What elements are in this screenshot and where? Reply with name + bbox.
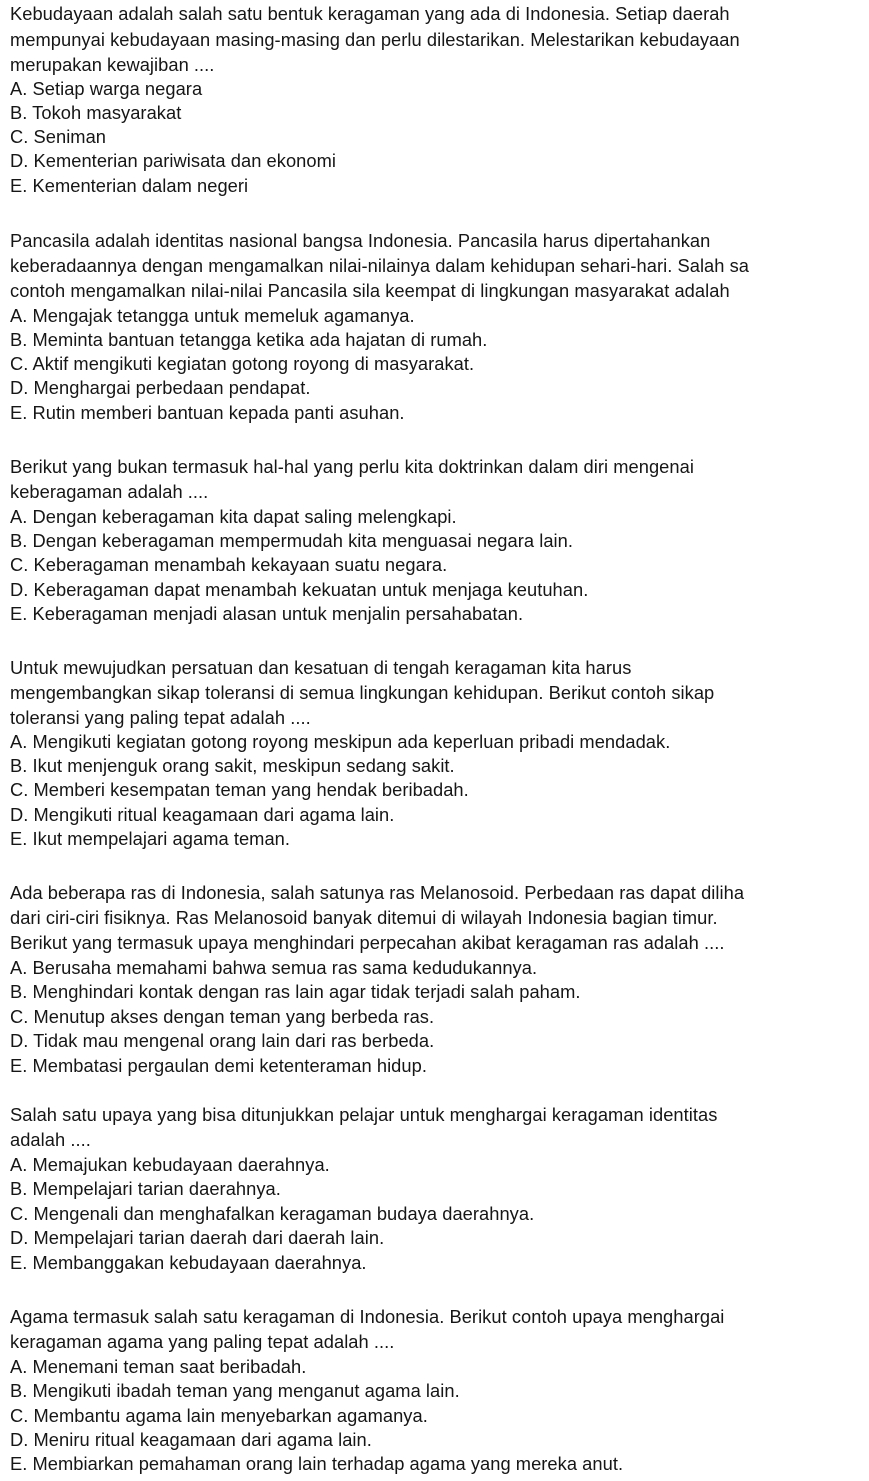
question-4-option-c: C. Memberi kesempatan teman yang hendak beribadah. <box>10 779 469 800</box>
question-2-option-e: E. Rutin memberi bantuan kepada panti asuhan. <box>10 402 405 423</box>
question-6-option-b: B. Mempelajari tarian daerahnya. <box>10 1178 281 1199</box>
question-1-stem-line-3: merupakan kewajiban .... <box>10 54 215 75</box>
question-6-stem-line-2: adalah .... <box>10 1129 91 1150</box>
question-3-option-c: C. Keberagaman menambah kekayaan suatu negara. <box>10 554 448 575</box>
question-2-stem-line-2: keberadaannya dengan mengamalkan nilai-nilainya dalam kehidupan sehari-hari. Salah sa <box>10 255 750 276</box>
question-1-option-c: C. Seniman <box>10 126 107 147</box>
question-4-option-b: B. Ikut menjenguk orang sakit, meskipun sedang sakit. <box>10 755 455 776</box>
question-1-option-d: D. Kementerian pariwisata dan ekonomi <box>10 150 337 171</box>
question-3-stem-line-2: keberagaman adalah .... <box>10 481 209 502</box>
question-3-option-d: D. Keberagaman dapat menambah kekuatan untuk menjaga keutuhan. <box>10 579 589 600</box>
question-3-option-b: B. Dengan keberagaman mempermudah kita menguasai negara lain. <box>10 530 573 551</box>
question-7-stem-line-1: Agama termasuk salah satu keragaman di Indonesia. Berikut contoh upaya menghargai <box>10 1306 725 1327</box>
question-5-stem-line-2: dari ciri-ciri fisiknya. Ras Melanosoid banyak ditemui di wilayah Indonesia bagian timur. <box>10 907 718 928</box>
question-7-stem-line-2: keragaman agama yang paling tepat adalah .... <box>10 1331 395 1352</box>
question-6-option-a: A. Memajukan kebudayaan daerahnya. <box>10 1154 330 1175</box>
question-6-option-d: D. Mempelajari tarian daerah dari daerah lain. <box>10 1227 385 1248</box>
question-5-option-e: E. Membatasi pergaulan demi ketenteraman hidup. <box>10 1055 427 1076</box>
question-6-stem-line-1: Salah satu upaya yang bisa ditunjukkan pelajar untuk menghargai keragaman identitas <box>10 1104 718 1125</box>
question-7-option-a: A. Menemani teman saat beribadah. <box>10 1356 307 1377</box>
question-2-option-b: B. Meminta bantuan tetangga ketika ada hajatan di rumah. <box>10 329 488 350</box>
question-5-stem-line-3: Berikut yang termasuk upaya menghindari perpecahan akibat keragaman ras adalah .... <box>10 932 725 953</box>
question-7-option-b: B. Mengikuti ibadah teman yang menganut agama lain. <box>10 1380 460 1401</box>
question-2-option-d: D. Menghargai perbedaan pendapat. <box>10 377 311 398</box>
question-2-option-c: C. Aktif mengikuti kegiatan gotong royong di masyarakat. <box>10 353 475 374</box>
question-7-option-d: D. Meniru ritual keagamaan dari agama lain. <box>10 1429 372 1450</box>
question-2-stem-line-1: Pancasila adalah identitas nasional bangsa Indonesia. Pancasila harus dipertahankan <box>10 230 711 251</box>
question-5-option-b: B. Menghindari kontak dengan ras lain agar tidak terjadi salah paham. <box>10 981 581 1002</box>
question-1-stem-line-1: Kebudayaan adalah salah satu bentuk keragaman yang ada di Indonesia. Setiap daerah <box>10 3 730 24</box>
question-4-option-a: A. Mengikuti kegiatan gotong royong meskipun ada keperluan pribadi mendadak. <box>10 731 671 752</box>
question-2-stem-line-3: contoh mengamalkan nilai-nilai Pancasila sila keempat di lingkungan masyarakat adalah <box>10 280 730 301</box>
question-1-option-b: B. Tokoh masyarakat <box>10 102 182 123</box>
question-7-option-c: C. Membantu agama lain menyebarkan agamanya. <box>10 1405 428 1426</box>
question-2-option-a: A. Mengajak tetangga untuk memeluk agamanya. <box>10 305 415 326</box>
question-5-option-c: C. Menutup akses dengan teman yang berbeda ras. <box>10 1006 435 1027</box>
question-5-stem-line-1: Ada beberapa ras di Indonesia, salah satunya ras Melanosoid. Perbedaan ras dapat diliha <box>10 882 745 903</box>
question-1-stem-line-2: mempunyai kebudayaan masing-masing dan perlu dilestarikan. Melestarikan kebudayaan <box>10 29 740 50</box>
question-1-option-e: E. Kementerian dalam negeri <box>10 175 249 196</box>
question-6-option-c: C. Mengenali dan menghafalkan keragaman budaya daerahnya. <box>10 1203 535 1224</box>
question-7-option-e: E. Membiarkan pemahaman orang lain terhadap agama yang mereka anut. <box>10 1453 624 1474</box>
question-3-option-a: A. Dengan keberagaman kita dapat saling melengkapi. <box>10 506 457 527</box>
question-1-option-a: A. Setiap warga negara <box>10 78 203 99</box>
question-4-stem-line-1: Untuk mewujudkan persatuan dan kesatuan di tengah keragaman kita harus <box>10 657 632 678</box>
question-3-option-e: E. Keberagaman menjadi alasan untuk menjalin persahabatan. <box>10 603 524 624</box>
question-4-stem-line-3: toleransi yang paling tepat adalah .... <box>10 707 311 728</box>
question-5-option-a: A. Berusaha memahami bahwa semua ras sama kedudukannya. <box>10 957 538 978</box>
question-3-stem-line-1: Berikut yang bukan termasuk hal-hal yang perlu kita doktrinkan dalam diri mengenai <box>10 456 694 477</box>
question-4-stem-line-2: mengembangkan sikap toleransi di semua lingkungan kehidupan. Berikut contoh sikap <box>10 682 715 703</box>
question-5-option-d: D. Tidak mau mengenal orang lain dari ras berbeda. <box>10 1030 435 1051</box>
question-6-option-e: E. Membanggakan kebudayaan daerahnya. <box>10 1252 367 1273</box>
question-4-option-e: E. Ikut mempelajari agama teman. <box>10 828 291 849</box>
question-4-option-d: D. Mengikuti ritual keagamaan dari agama lain. <box>10 804 395 825</box>
